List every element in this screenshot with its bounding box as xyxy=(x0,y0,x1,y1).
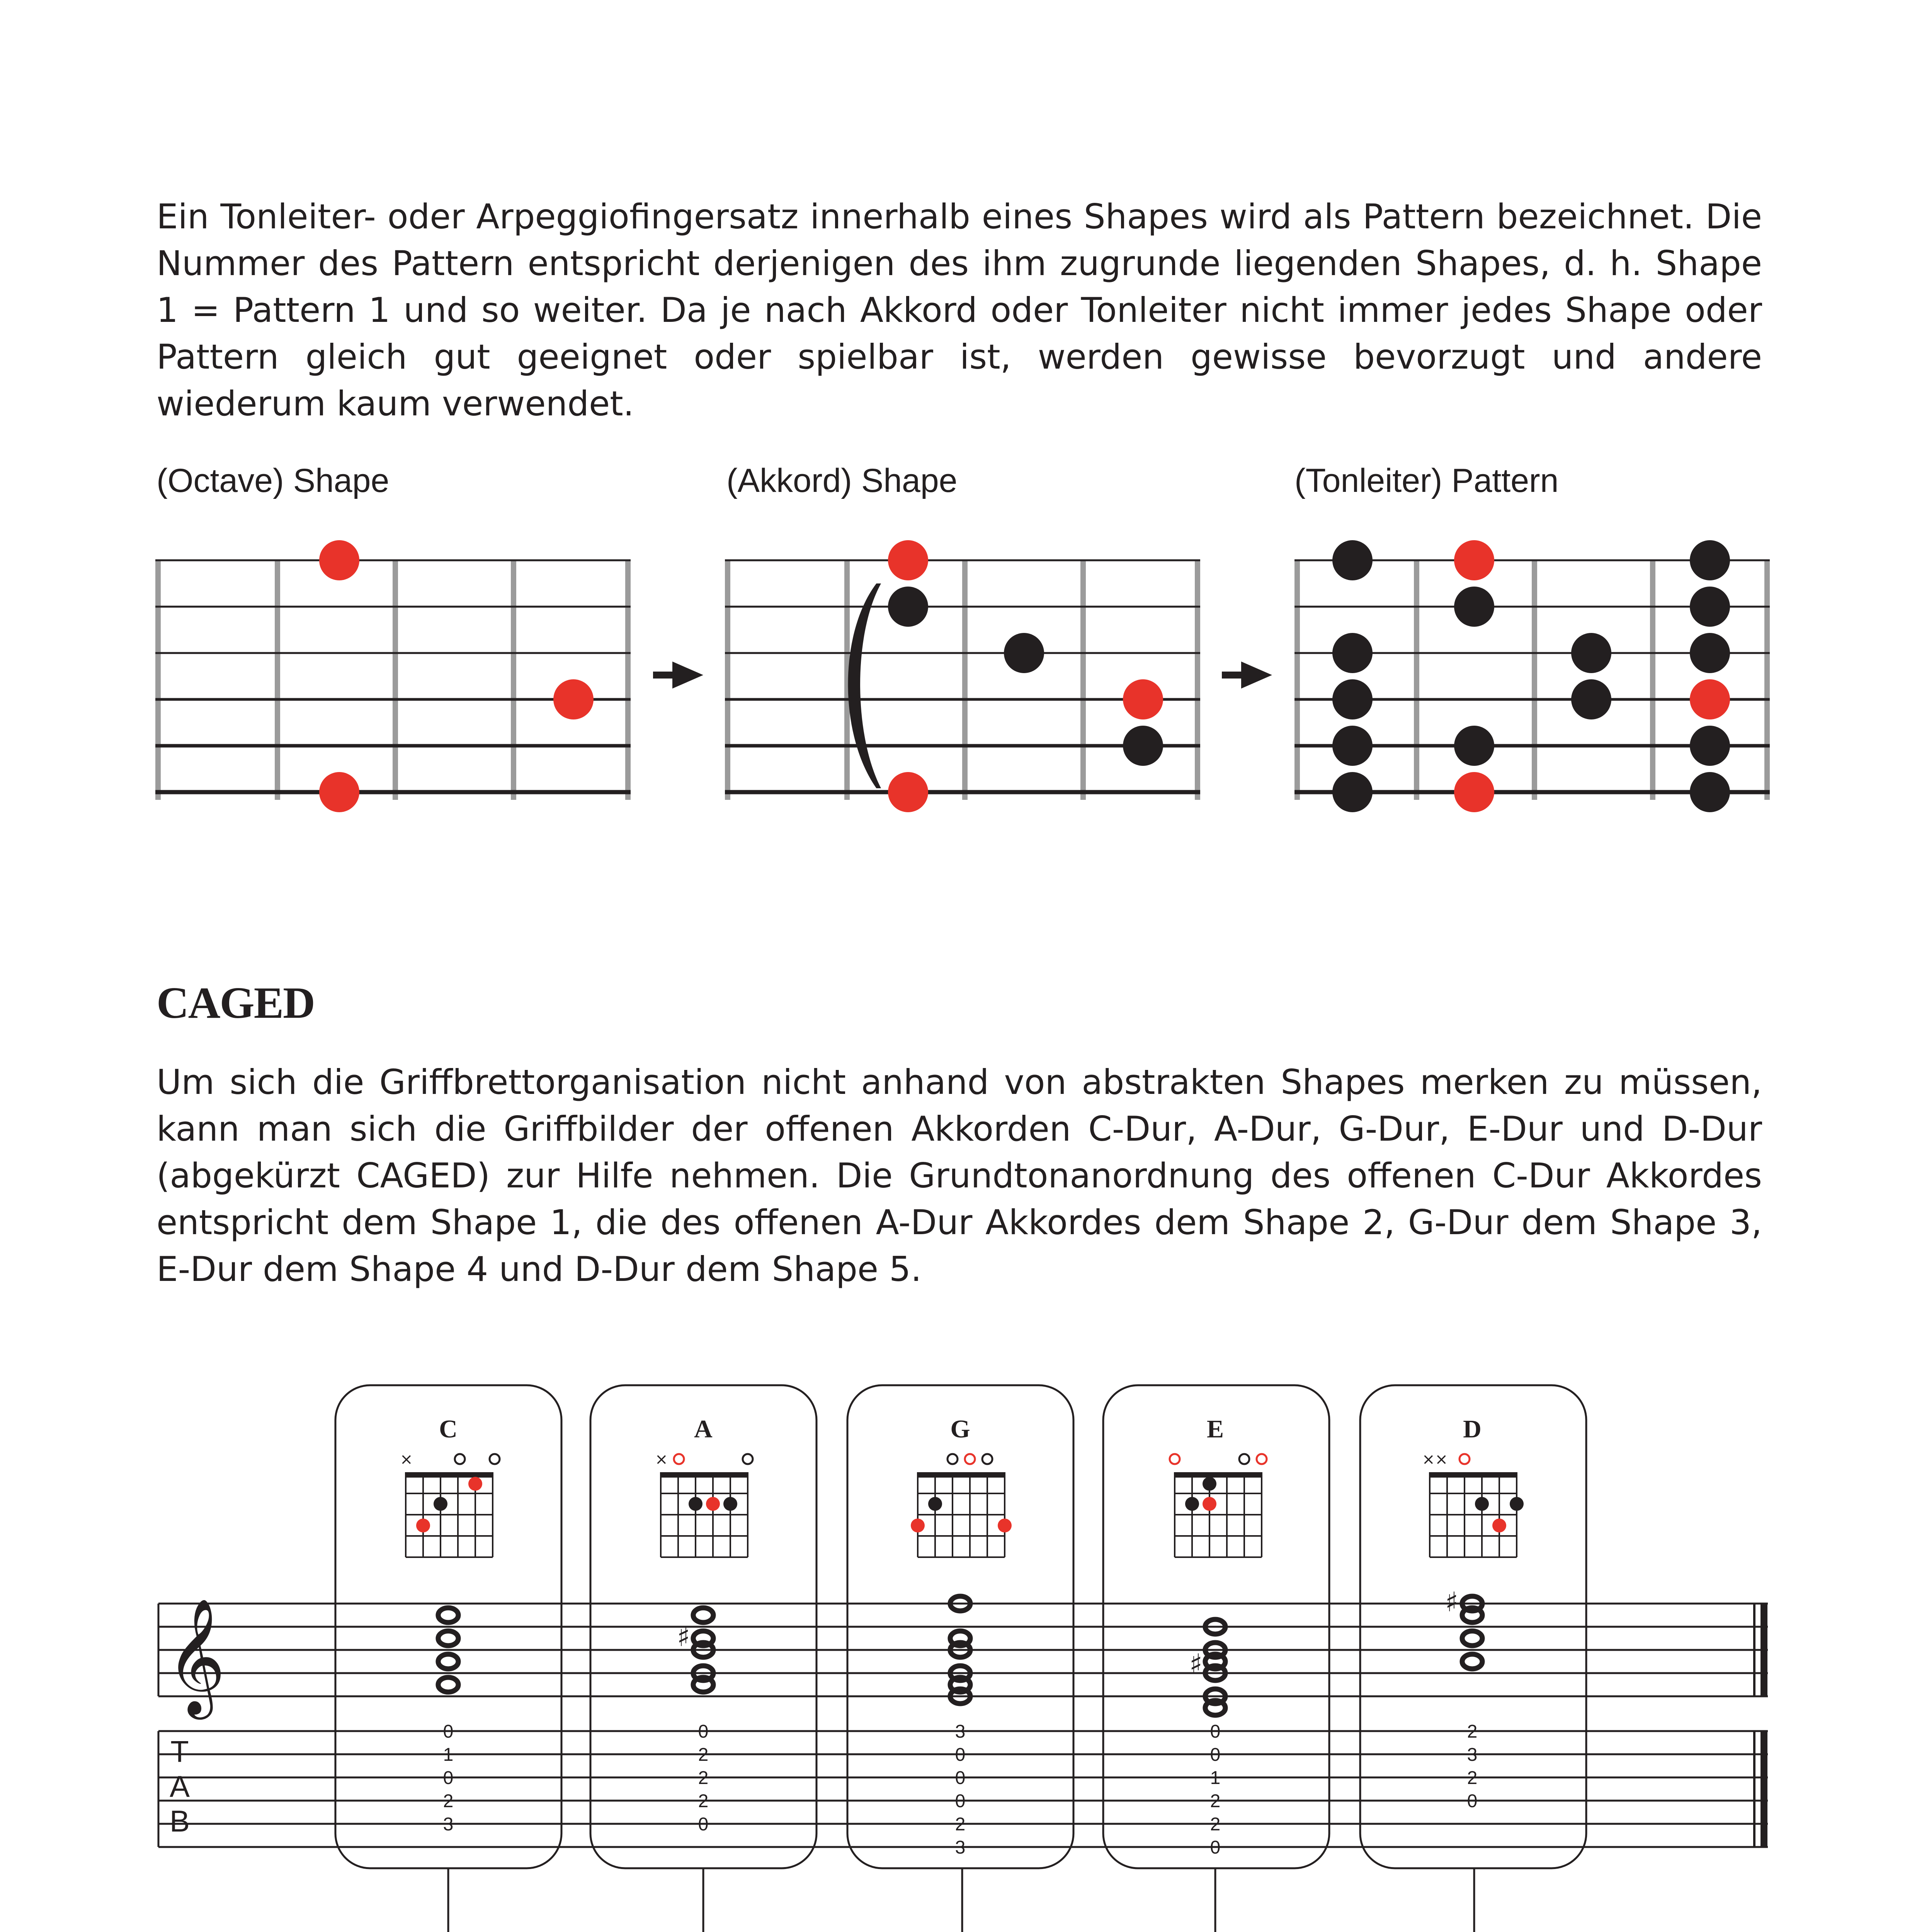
tab-number: 0 xyxy=(443,1721,454,1742)
svg-text:♯: ♯ xyxy=(1445,1586,1458,1618)
tab-number: 2 xyxy=(1467,1768,1478,1788)
string-marks-c xyxy=(400,1451,500,1468)
chord-name-e: E xyxy=(1206,1415,1224,1443)
chord-grid-e xyxy=(1175,1472,1262,1557)
tab-number: 2 xyxy=(1210,1814,1221,1835)
svg-text:♯: ♯ xyxy=(1189,1648,1203,1680)
caption-chord-shape: (Akkord) Shape xyxy=(726,462,958,499)
chord-name-a: A xyxy=(694,1415,713,1443)
tab-number: 2 xyxy=(698,1791,709,1811)
string-marks-a xyxy=(655,1451,753,1468)
tab-number: 0 xyxy=(1210,1837,1221,1858)
tab-number: 0 xyxy=(1210,1745,1221,1765)
tab-number: 1 xyxy=(1210,1768,1221,1788)
caption-octave-shape: (Octave) Shape xyxy=(156,462,390,499)
tab-letter-t: T xyxy=(170,1735,189,1769)
caption-scale-pattern: (Tonleiter) Pattern xyxy=(1294,462,1559,499)
tab-number: 2 xyxy=(1210,1791,1221,1811)
tab-number: 0 xyxy=(955,1768,966,1788)
arrow-right-icon xyxy=(653,662,703,689)
tab-number: 3 xyxy=(443,1814,454,1835)
tab-number: 2 xyxy=(698,1768,709,1788)
root-note-dot xyxy=(553,679,594,719)
chord-shape-diagram xyxy=(725,560,1200,800)
svg-text:×: × xyxy=(655,1451,668,1468)
tab-number: 2 xyxy=(955,1814,966,1835)
tab-letter-a: A xyxy=(169,1769,190,1803)
string-marks-d xyxy=(1422,1451,1470,1468)
treble-clef-icon: 𝄞 xyxy=(166,1598,226,1714)
root-note-dot xyxy=(319,772,359,812)
tab-number: 0 xyxy=(443,1768,454,1788)
chord-grid-c xyxy=(406,1472,493,1557)
note-dot xyxy=(1004,633,1044,673)
root-note-dot xyxy=(319,540,359,580)
chord-grid-d xyxy=(1430,1472,1524,1557)
tab-number: 0 xyxy=(698,1814,709,1835)
svg-text:♯: ♯ xyxy=(677,1621,690,1653)
caged-paragraph: Um sich die Griffbrettorganisation nicht anhand von abstrakten Shapes merken zu müssen, kann man sich die Griffbilder der offenen Akkorden C-Dur, A-Dur, G-Dur, E-Dur und D-Dur (abgekürzt CAGED) zur Hilfe nehmen. Die Grundtonanordnung des offenen C-Dur Akkordes entspricht dem Shape 1, die des offenen A-Dur Akkordes dem Shape 2, G-Dur dem Shape 3, E-Dur dem Shape 4 und D-Dur dem Shape 5. xyxy=(156,1062,1762,1289)
tab-number: 2 xyxy=(1467,1721,1478,1742)
octave-shape-diagram xyxy=(155,540,631,812)
tab-number: 2 xyxy=(443,1791,454,1811)
tab-number: 3 xyxy=(955,1721,966,1742)
tab-number: 1 xyxy=(443,1745,454,1765)
root-note-dot xyxy=(888,772,928,812)
tab-number: 0 xyxy=(1467,1791,1478,1811)
string-marks-e xyxy=(1170,1454,1267,1464)
tab-number: 2 xyxy=(698,1745,709,1765)
tab-number: 0 xyxy=(955,1791,966,1811)
tab-number: 0 xyxy=(955,1745,966,1765)
chord-grid-a xyxy=(661,1472,748,1557)
root-note-dot xyxy=(1123,679,1163,719)
barre-bracket xyxy=(848,583,881,788)
tab-number: 0 xyxy=(1210,1721,1221,1742)
note-dot xyxy=(888,587,928,627)
chord-name-g: G xyxy=(950,1415,970,1443)
svg-text:××: ×× xyxy=(1422,1451,1448,1468)
tab-letter-b: B xyxy=(169,1804,190,1838)
chord-name-c: C xyxy=(439,1415,458,1443)
section-heading-caged: CAGED xyxy=(156,978,315,1028)
arrow-right-icon xyxy=(1222,662,1272,689)
connector-lines xyxy=(448,1868,1474,1932)
tab-number: 3 xyxy=(955,1837,966,1858)
tab-number: 3 xyxy=(1467,1745,1478,1765)
notation-e xyxy=(1189,1619,1225,1715)
string-marks-g xyxy=(947,1454,992,1464)
intro-paragraph: Ein Tonleiter- oder Arpeggiofingersatz innerhalb eines Shapes wird als Pattern bezeichnet. Die Nummer des Pattern entspricht derjenigen des ihm zugrunde liegenden Shapes, d. h. Shape 1 = Pattern 1 und so weiter. Da je nach Akkord oder Tonleiter nicht immer jedes Shape oder Pattern gleich gut geeignet oder spielbar ist, werden gewisse bevorzugt und andere wiederum kaum verwendet. xyxy=(156,197,1762,423)
note-dot xyxy=(1123,726,1163,766)
root-note-dot xyxy=(888,540,928,580)
tab-number: 0 xyxy=(698,1721,709,1742)
chord-grid-g xyxy=(911,1472,1012,1557)
chord-name-d: D xyxy=(1463,1415,1482,1443)
svg-text:×: × xyxy=(400,1451,413,1468)
